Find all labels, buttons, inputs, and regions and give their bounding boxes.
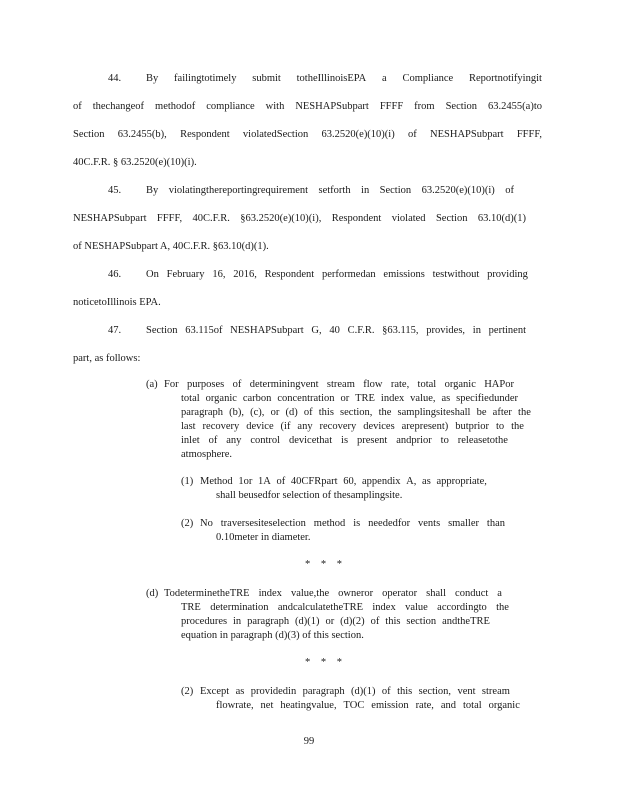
- quote-line: paragraph (b), (c), or (d) of this section, the samplingsiteshall be after the: [181, 407, 531, 418]
- page-number: 99: [303, 736, 315, 747]
- paragraph-number: 47.: [108, 325, 122, 336]
- quote-item-label: (2): [181, 686, 194, 697]
- paragraph-line: noticetoIllinois EPA.: [73, 297, 161, 308]
- paragraph-line: By failingtotimely submit totheIllinoisEPA a Compliance Reportnotifyingit: [146, 73, 542, 84]
- quote-line: procedures in paragraph (d)(1) or (d)(2) of this section andtheTRE: [181, 616, 490, 627]
- quote-line: 0.10meter in diameter.: [216, 532, 311, 543]
- paragraph-line: part, as follows:: [73, 353, 141, 364]
- omission-stars: * * *: [305, 559, 346, 570]
- paragraph-line: of NESHAPSubpart A, 40C.F.R. §63.10(d)(1).: [73, 241, 269, 252]
- quote-line: No traversesiteselection method is neededfor vents smaller than: [200, 518, 505, 529]
- paragraph-line: Section 63.115of NESHAPSubpart G, 40 C.F.R. §63.115, provides, in pertinent: [146, 325, 526, 336]
- quote-label: (a): [146, 379, 158, 390]
- quote-item-label: (1): [181, 476, 194, 487]
- paragraph-line: On February 16, 2016, Respondent performedan emissions testwithout providing: [146, 269, 528, 280]
- quote-line: TRE determination andcalculatetheTRE index value accordingto the: [181, 602, 509, 613]
- quote-line: Method 1or 1A of 40CFRpart 60, appendix A, as appropriate,: [200, 476, 487, 487]
- quote-line: total organic carbon concentration or TRE index value, as specifiedunder: [181, 393, 518, 404]
- quote-line: For purposes of determiningvent stream flow rate, total organic HAPor: [164, 379, 514, 390]
- quote-line: Except as providedin paragraph (d)(1) of this section, vent stream: [200, 686, 510, 697]
- paragraph-number: 46.: [108, 269, 122, 280]
- paragraph-line: NESHAPSubpart FFFF, 40C.F.R. §63.2520(e)(10)(i), Respondent violated Section 63.10(d)(1): [73, 213, 526, 224]
- omission-stars: * * *: [305, 657, 346, 668]
- quote-label: (d): [146, 588, 159, 599]
- paragraph-number: 44.: [108, 73, 122, 84]
- paragraph-line: Section 63.2455(b), Respondent violatedSection 63.2520(e)(10)(i) of NESHAPSubpart FFFF,: [73, 129, 542, 140]
- quote-line: last recovery device (if any recovery devices arepresent) butprior to the: [181, 421, 524, 432]
- paragraph-line: By violatingthereportingrequirement setforth in Section 63.2520(e)(10)(i) of: [146, 185, 514, 196]
- quote-line: equation in paragraph (d)(3) of this section.: [181, 630, 364, 641]
- quote-item-label: (2): [181, 518, 194, 529]
- quote-line: atmosphere.: [181, 449, 233, 460]
- paragraph-line: of thechangeof methodof compliance with NESHAPSubpart FFFF from Section 63.2455(a)to: [73, 101, 542, 112]
- quote-line: TodeterminetheTRE index value,the owneror operator shall conduct a: [164, 588, 502, 599]
- paragraph-line: 40C.F.R. § 63.2520(e)(10)(i).: [73, 157, 197, 168]
- quote-line: shall beusedfor selection of thesamplingsite.: [216, 490, 403, 501]
- paragraph-number: 45.: [108, 185, 122, 196]
- quote-line: inlet of any control devicethat is present andprior to releasetothe: [181, 435, 508, 446]
- quote-line: flowrate, net heatingvalue, TOC emission rate, and total organic: [216, 700, 520, 711]
